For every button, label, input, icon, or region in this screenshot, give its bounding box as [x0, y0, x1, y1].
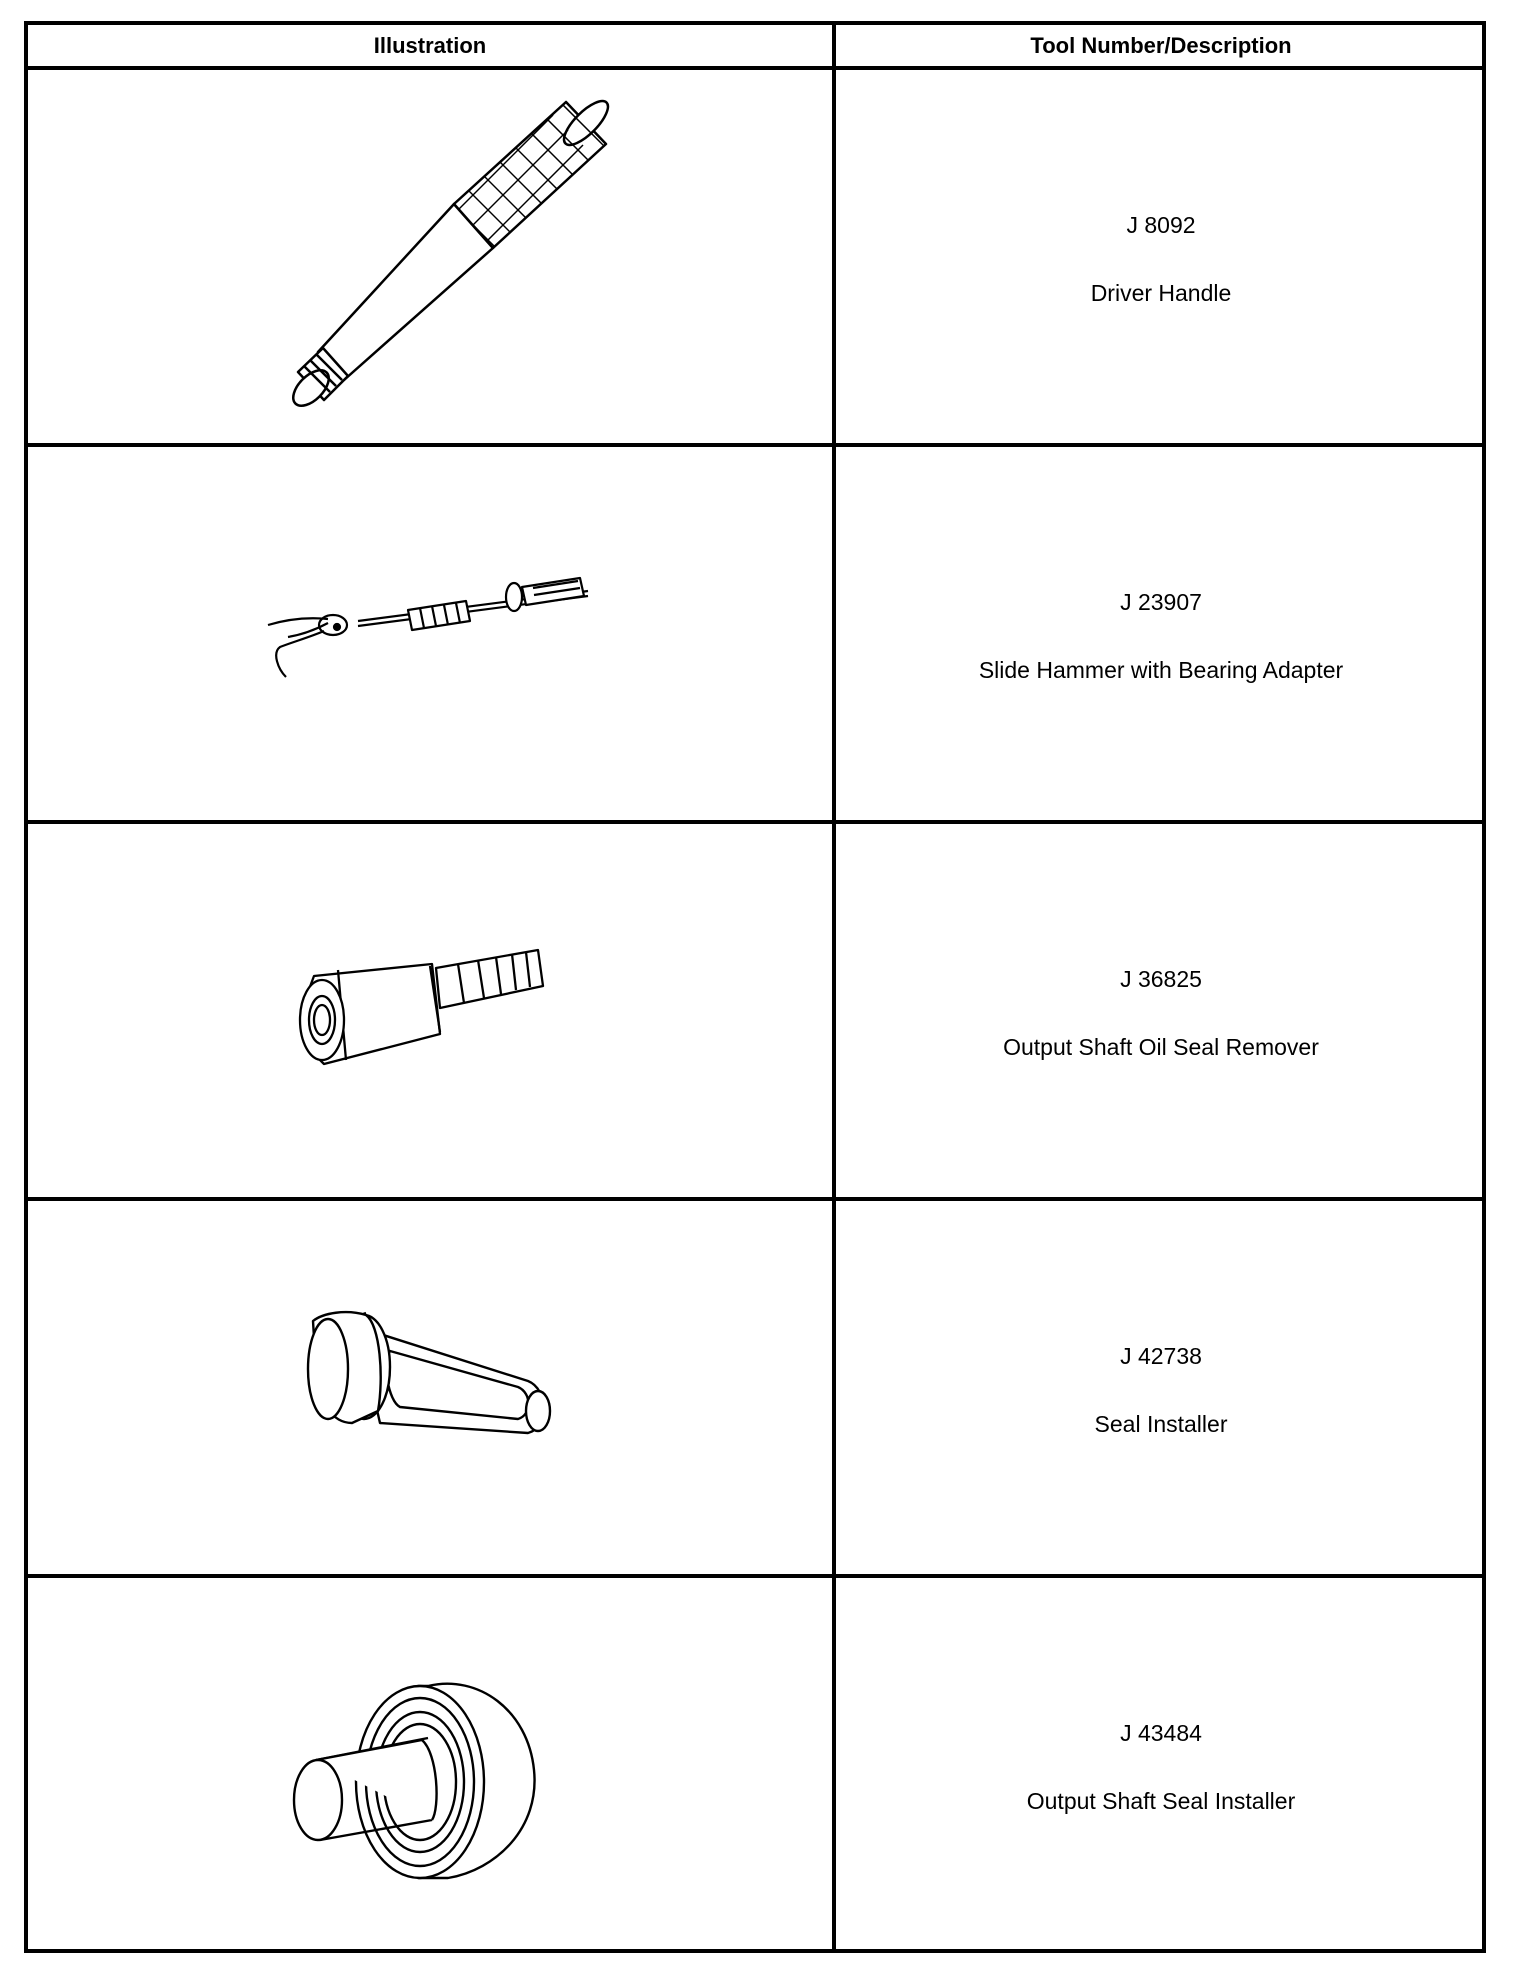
tool-number: J 8092: [1126, 212, 1196, 238]
tool-number: J 23907: [1120, 589, 1202, 615]
table-row: [836, 824, 1486, 1197]
table-row-illustration: [28, 1201, 832, 1574]
table-row-illustration: [28, 824, 832, 1197]
table-row-illustration: [28, 70, 832, 443]
table-row: [836, 70, 1486, 443]
output-seal-installer-icon: [28, 1578, 832, 1951]
table-row: [836, 1201, 1486, 1574]
tool-description: Driver Handle: [1090, 280, 1232, 306]
driver-handle-icon: [28, 70, 832, 443]
header-tool-description: Tool Number/Description: [1030, 32, 1292, 58]
tool-description: Slide Hammer with Bearing Adapter: [978, 657, 1344, 683]
table-row-illustration: [28, 1578, 832, 1949]
tool-description: Seal Installer: [1094, 1411, 1228, 1437]
table-row: [836, 447, 1486, 820]
tool-table: [24, 21, 1486, 1953]
tool-number: J 36825: [1120, 966, 1202, 992]
tool-description: Output Shaft Seal Installer: [1026, 1788, 1296, 1814]
tool-number: J 43484: [1120, 1720, 1202, 1746]
tool-description: Output Shaft Oil Seal Remover: [1003, 1034, 1319, 1060]
seal-remover-icon: [28, 824, 832, 1197]
seal-installer-icon: [28, 1201, 832, 1574]
header-illustration: Illustration: [373, 32, 487, 58]
tool-number: J 42738: [1120, 1343, 1202, 1369]
table-row-illustration: [28, 447, 832, 820]
slide-hammer-icon: [28, 447, 832, 820]
table-row: [836, 1578, 1486, 1949]
